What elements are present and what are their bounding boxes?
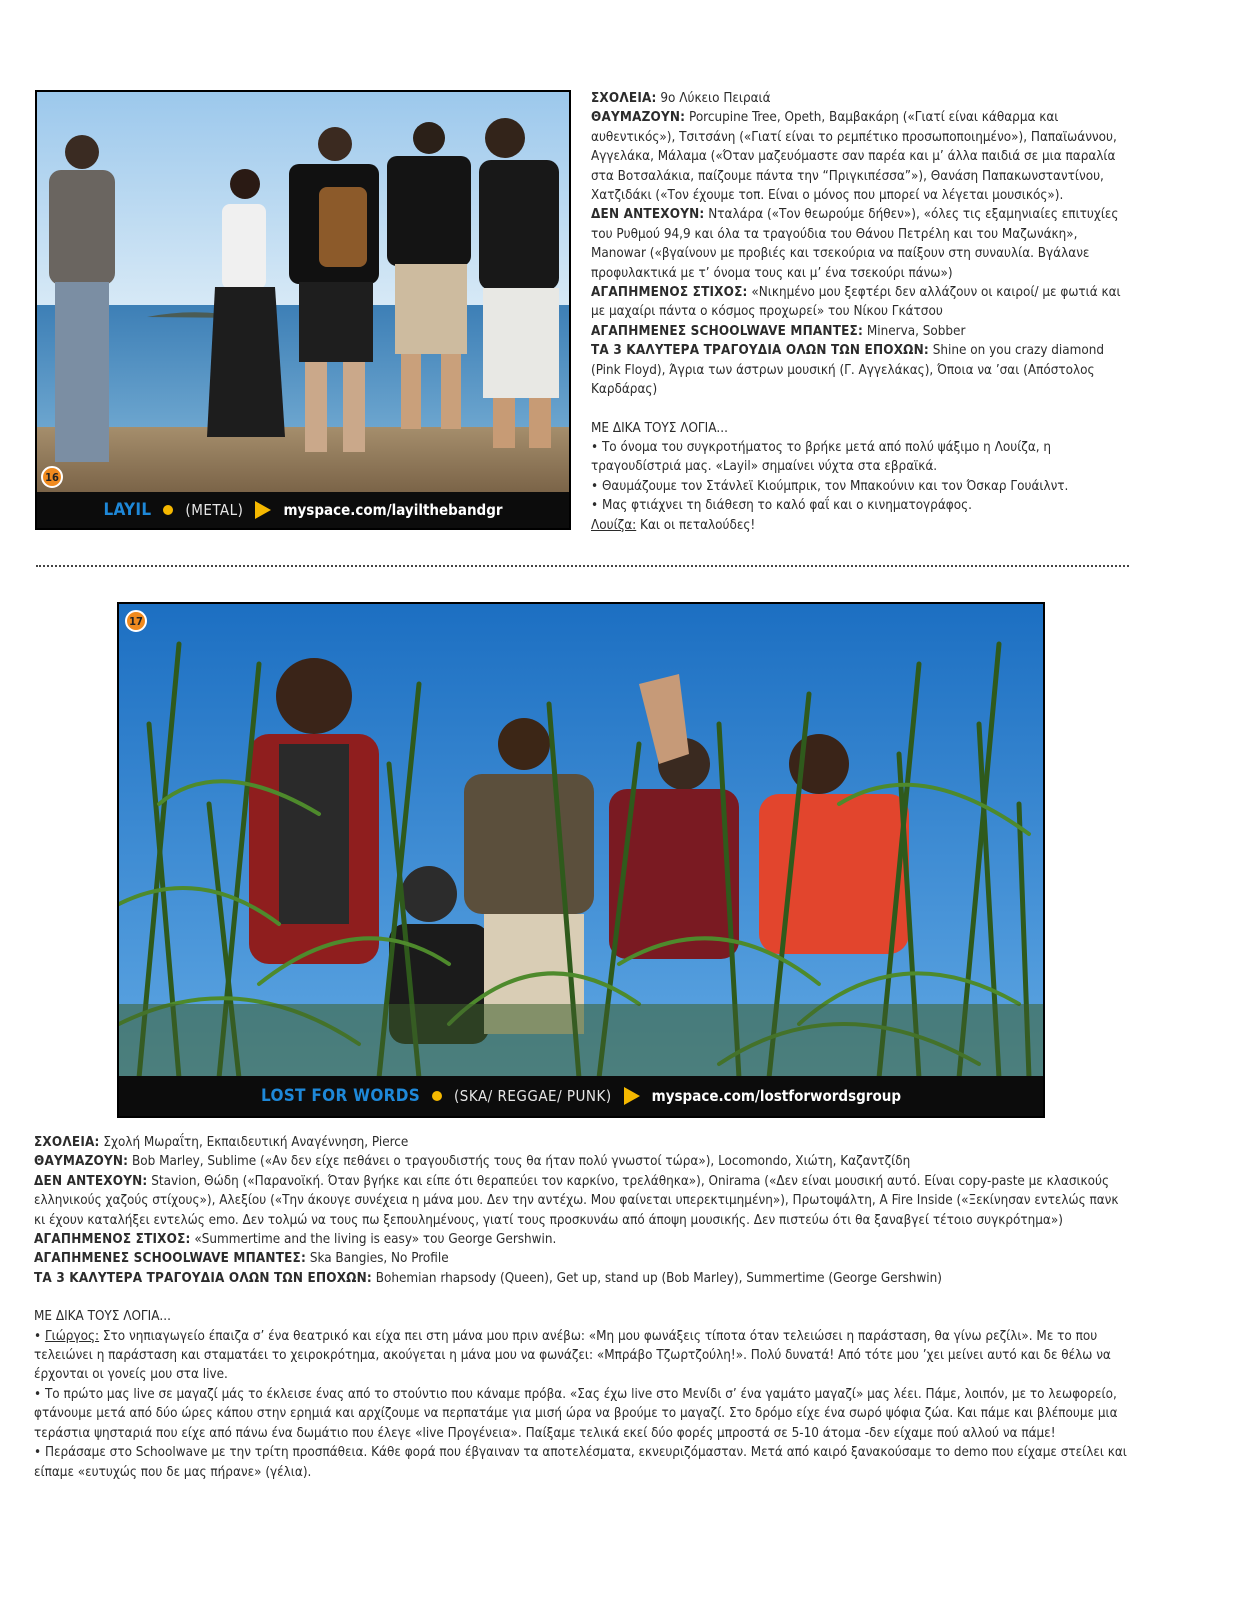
section-divider [36, 565, 1129, 567]
hate-line: ΔΕΝ ΑΝΤΕΧΟΥΝ: Stavion, Θώδη («Παρανοϊκή. Όταν βγήκε και είπε ότι θεραπεύει τον καρκίνο, τρελάθηκα»), Onirama («Δεν είναι μουσική αυτό. Είναι copy-paste με κλασικούς ελληνικούς χαζούς στίχους»), Αλεξίου («Την άκουγε συνέχεια η μάνα μου. Δεν την αντέχω. Μου φαίνεται υπερεκτιμημένη»), Πρωτοψάλτη, A Fire Inside («Ξεκίνησαν εντελώς πανκ κι έχουν καταλήξει εντελώς emo. Δεν τολμώ να τους πω ξεπουλημένους, γιατί τους προσκυνάω από άποψη μουσικής. Δεν πιστεύω ότι θα ξαναβγεί τέτοιο συγκρότημα») [34, 1173, 1119, 1228]
verse-line: ΑΓΑΠΗΜΕΝΟΣ ΣΤΙΧΟΣ: «Νικημένο μου ξεφτέρι δεν αλλάζουν οι καιροί/ με φωτιά και με μαχαίρι πάντα ο κόσμος προχωρεί» του Νίκου Γκάτσου [591, 285, 1121, 320]
hate-line: ΔΕΝ ΑΝΤΕΧΟΥΝ: Νταλάρα («Τον θεωρούμε δήθεν»), «όλες τις εξαμηνιαίες επιτυχίες του Ρυθμού 94,9 και όλα τα τραγούδια του Θάνου Πετρέλη και του Μαζωνάκη», Manowar («βγαίνουν με προβιές και τσεκούρια να παίξουν στη συναυλία. Βγάλανε προφυλακτικά με τ’ όνομα τους και μ’ ένα τσεκούρι πάνω») [591, 207, 1119, 281]
band2-info [34, 1133, 1128, 1482]
bullet-item: • Θαυμάζουμε τον Στάνλεϊ Κιούμπρικ, τον Μπακούνιν και τον Όσκαρ Γουάιλντ. [591, 477, 1128, 496]
bullet-item: • Περάσαμε στο Schoolwave με την τρίτη προσπάθεια. Κάθε φορά που έβγαιναν τα αποτελέσματα, εκνευριζόμασταν. Μετά από καιρό ξανακούσαμε το demo που είχαμε στείλει και είπαμε «ευτυχώς που δε μας πήρανε» (γέλια). [34, 1443, 1128, 1482]
schools-line: ΣΧΟΛΕΙΑ: 9ο Λύκειο Πειραιά [591, 91, 771, 106]
band-name: LOST FOR WORDS [261, 1086, 421, 1106]
band-url-link[interactable]: myspace.com/layilthebandgr [283, 501, 503, 519]
band-genre: (SKA/ REGGAE/ PUNK) [454, 1087, 612, 1105]
fav-bands-line: ΑΓΑΠΗΜΕΝΕΣ SCHOOLWAVE ΜΠΑΝΤΕΣ: Minerva, Sobber [591, 323, 966, 339]
dot-icon [432, 1091, 442, 1101]
verse-line: ΑΓΑΠΗΜΕΝΟΣ ΣΤΙΧΟΣ: «Summertime and the living is easy» του George Gershwin. [34, 1232, 557, 1248]
top3-line: ΤΑ 3 ΚΑΛΥΤΕΡΑ ΤΡΑΓΟΥΔΙΑ ΟΛΩΝ ΤΩΝ ΕΠΟΧΩΝ: Shine on you crazy diamond (Pink Floyd), Άγρια των άστρων μουσική (Γ. Αγγελάκας), Όποια να ’σαι (Απόστολος Καρδάρας) [591, 343, 1105, 398]
lost-for-words-image [119, 604, 1043, 1078]
band-genre: (METAL) [185, 501, 244, 519]
photo-caption-bar [119, 1076, 1043, 1116]
arrow-icon [255, 501, 271, 519]
band-photo-lost-for-words [117, 602, 1045, 1118]
band-url-link[interactable]: myspace.com/lostforwordsgroup [651, 1087, 901, 1105]
words-heading: ΜΕ ΔΙΚΑ ΤΟΥΣ ΛΟΓΙΑ... [34, 1309, 171, 1325]
band1-info [591, 89, 1128, 535]
band-number-badge: 16 [41, 466, 63, 488]
bullet-item: • Μας φτιάχνει τη διάθεση το καλό φαΐ και ο κινηματογράφος. [591, 496, 1128, 515]
photo-caption-bar [37, 492, 569, 528]
schools-line: ΣΧΟΛΕΙΑ: Σχολή Μωραΐτη, Εκπαιδευτική Αναγέννηση, Pierce [34, 1135, 409, 1150]
arrow-icon [624, 1087, 640, 1105]
bullet-item: • Το πρώτο μας live σε μαγαζί μάς το έκλεισε ένας από το στούντιο που κάναμε πρόβα. «Σας έχω live στο Μενίδι σ’ ένα γαμάτο μαγαζί» μας λέει. Πάμε, λοιπόν, με το λεωφορείο, φτάνουμε μετά από δύο ώρες κάπου στην ερημιά και αρχίζουμε να περπατάμε για μισή ώρα να βρούμε το μαγαζί. Στο δρόμο είχε ένα σωρό ψόφια ζώα. Και πάμε και βλέπουμε μια τεράστια ψησταριά που είχε από πάνω ένα δωμάτιο που έλεγε «live Προγένεια». Παίξαμε τελικά εκεί δύο φορές μπροστά σε 5-10 άτομα -δεν είχαμε πού αλλού να πάμε! [34, 1385, 1128, 1443]
admire-line: ΘΑΥΜΑΖΟΥΝ: Porcupine Tree, Opeth, Βαμβακάρη («Γιατί είναι κάθαρμα και αυθεντικός»), Τσιτσάνη («Γιατί είναι το ρεμπέτικο προσωποποιημένο»), Παπαϊωάννου, Αγγελάκα, Μάλαμα («Όταν μαζευόμαστε σαν παρέα και μ’ άλλα παιδιά σε μια παραλία στα Βοτσαλάκια, παίζουμε πάντα την “Πριγκιπέσσα”»), Θανάση Παπακωνσταντίνου, Χατζιδάκι («Τον έχουμε τοπ. Είναι ο μόνος που μπορεί να λέγεται μουσικός»). [591, 110, 1117, 204]
band-photo-layil [35, 90, 571, 530]
admire-line: ΘΑΥΜΑΖΟΥΝ: Bob Marley, Sublime («Αν δεν είχε πεθάνει ο τραγουδιστής τους θα ήταν πολύ γνωστοί τώρα»), Locomondo, Χιώτη, Καζαντζίδη [34, 1154, 911, 1170]
bullet-item: • Το όνομα του συγκροτήματος το βρήκε μετά από πολύ ψάξιμο η Λουίζα, η τραγουδίστριά μας. «Layil» σημαίνει νύχτα στα εβραϊκά. [591, 438, 1128, 477]
dot-icon [163, 505, 173, 515]
top3-line: ΤΑ 3 ΚΑΛΥΤΕΡΑ ΤΡΑΓΟΥΔΙΑ ΟΛΩΝ ΤΩΝ ΕΠΟΧΩΝ: Bohemian rhapsody (Queen), Get up, stand up (Bob Marley), Summertime (George Gershwin) [34, 1270, 942, 1286]
band-number-badge: 17 [125, 610, 147, 632]
layil-image [37, 92, 569, 492]
bullet-item: • Γιώργος: Στο νηπιαγωγείο έπαιζα σ’ ένα θεατρικό και είχα πει στη μάνα μου πριν ανέβω: «Μη μου φωνάξεις τίποτα όταν τελειώσει η παράσταση, θα γίνω ρεζίλι». Με το που τελειώνει η παράσταση και σταματάει το χειροκρότημα, ακούγεται η μάνα μου να φωνάζει: «Μπράβο Τζωρτζούλη!». Πολύ δυνατά! Από τότε μου ’χει μείνει αυτό και δε θέλω να έρχονται οι γονείς μου στα live. [34, 1327, 1128, 1385]
final-quote: Λουίζα: Και οι πεταλούδες! [591, 517, 756, 533]
fav-bands-line: ΑΓΑΠΗΜΕΝΕΣ SCHOOLWAVE ΜΠΑΝΤΕΣ: Ska Bangies, No Profile [34, 1251, 449, 1267]
band-name: LAYIL [103, 500, 152, 520]
words-heading: ΜΕ ΔΙΚΑ ΤΟΥΣ ΛΟΓΙΑ... [591, 420, 728, 436]
